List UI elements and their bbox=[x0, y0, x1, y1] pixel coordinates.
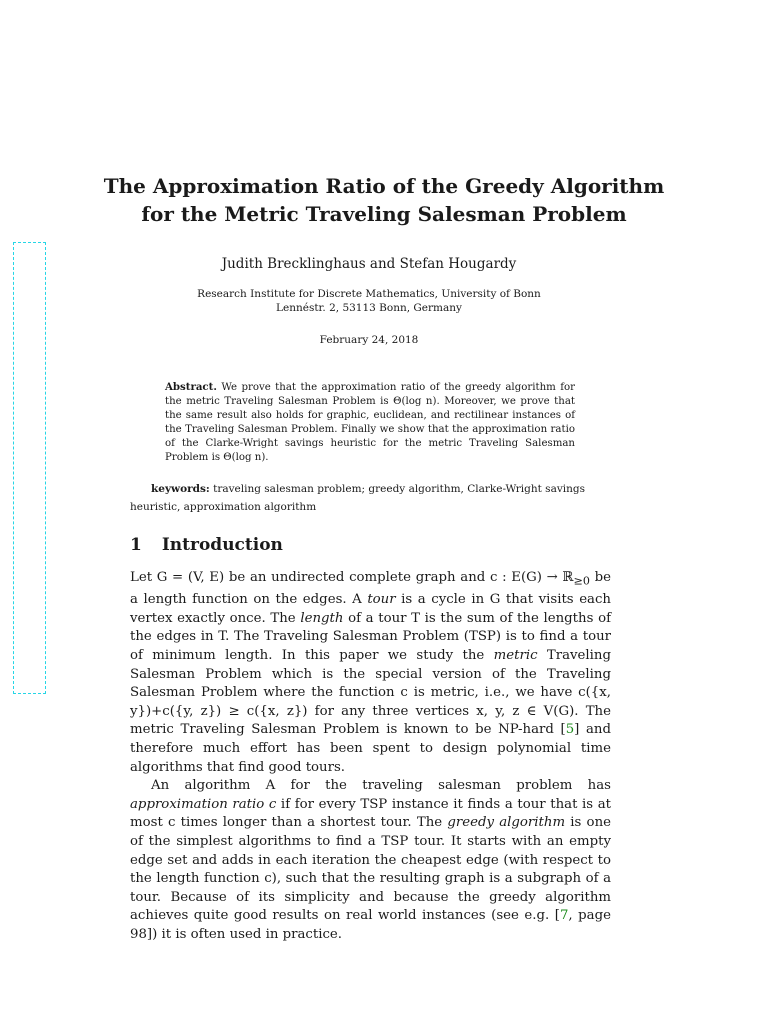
body-text bbox=[130, 569, 611, 945]
abstract bbox=[165, 380, 575, 465]
citation-link-7[interactable]: 7 bbox=[559, 908, 569, 924]
p1-text-2: be a length function on the edges. A bbox=[130, 570, 611, 608]
keywords-label: keywords: bbox=[151, 483, 210, 495]
p2-em-approximation-ratio: approximation ratio c bbox=[130, 796, 277, 812]
p2-text-1: An algorithm A for the traveling salesman problem has bbox=[151, 778, 611, 794]
p2-text-2: if for every TSP instance it finds a tour that is at most c times longer than a shortest tour. The bbox=[130, 796, 611, 831]
p1-subscript: ≥0 bbox=[573, 574, 590, 588]
paper-date: February 24, 2018 bbox=[319, 334, 419, 346]
keywords bbox=[130, 480, 610, 516]
authors: Judith Brecklinghaus and Stefan Hougardy bbox=[221, 256, 517, 272]
paragraph-2 bbox=[130, 777, 611, 944]
p1-text-6: ] and therefore much effort has been spent to design polynomial time algorithms that find good tours. bbox=[130, 722, 612, 775]
p1-em-tour: tour bbox=[367, 592, 396, 608]
p1-em-length: length bbox=[300, 610, 344, 626]
p2-em-greedy-algorithm: greedy algorithm bbox=[447, 815, 566, 831]
affiliation bbox=[0, 287, 738, 315]
p1-text-4: of a tour T is the sum of the lengths of the edges in T. The Traveling Salesman Problem (TSP) is to find a tour of minimum length. In this paper we study the bbox=[130, 610, 611, 664]
section-title: Introduction bbox=[161, 535, 283, 555]
paper-title bbox=[70, 172, 698, 228]
p2-text-4: , page 98]) it is often used in practice. bbox=[130, 908, 611, 942]
section-heading bbox=[130, 535, 283, 555]
keywords-text: traveling salesman problem; greedy algorithm, Clarke-Wright savings heuristic, approximation algorithm bbox=[130, 483, 585, 513]
title-line-2: for the Metric Traveling Salesman Problem bbox=[141, 202, 627, 226]
p1-text-5: Traveling Salesman Problem which is the special version of the Traveling Salesman Problem where the function c is metric, i.e., we have c({x, y})+c({y, z}) ≥ c({x, z}) for any three vertices x, y, z ∈ V(G). The metric Traveling Salesman Problem is known to be NP-hard [ bbox=[130, 648, 611, 738]
abstract-text: We prove that the approximation ratio of the greedy algorithm for the metric Traveling Salesman Problem is Θ(log n). Moreover, we prove that the same result also holds for graphic, euclidean, and rectilinear instances of the Traveling Salesman Problem. Finally we show that the approximation ratio of the Clarke-Wright savings heuristic for the metric Traveling Salesman Problem is Θ(log n). bbox=[165, 382, 575, 463]
paragraph-1 bbox=[130, 569, 611, 777]
section-number: 1 bbox=[130, 535, 142, 555]
p1-text-3: is a cycle in G that visits each vertex exactly once. The bbox=[130, 592, 611, 626]
p2-text-3: is one of the simplest algorithms to find a TSP tour. It starts with an empty edge set and adds in each iteration the cheapest edge (with respect to the length function c), such that the resulting graph is a subgraph of a tour. Because of its simplicity and because the greedy algorithm achieves quite good results on real world instances (see e.g. [ bbox=[130, 815, 611, 924]
abstract-label: Abstract. bbox=[165, 381, 217, 393]
p1-em-metric: metric bbox=[493, 648, 538, 664]
affiliation-line-2: Lennéstr. 2, 53113 Bonn, Germany bbox=[276, 302, 462, 314]
p1-text-1: Let G = (V, E) be an undirected complete graph and c : E(G) → ℝ bbox=[130, 570, 574, 585]
title-line-1: The Approximation Ratio of the Greedy Algorithm bbox=[103, 174, 665, 198]
affiliation-line-1: Research Institute for Discrete Mathematics, University of Bonn bbox=[197, 288, 541, 300]
citation-link-5[interactable]: 5 bbox=[565, 722, 575, 738]
